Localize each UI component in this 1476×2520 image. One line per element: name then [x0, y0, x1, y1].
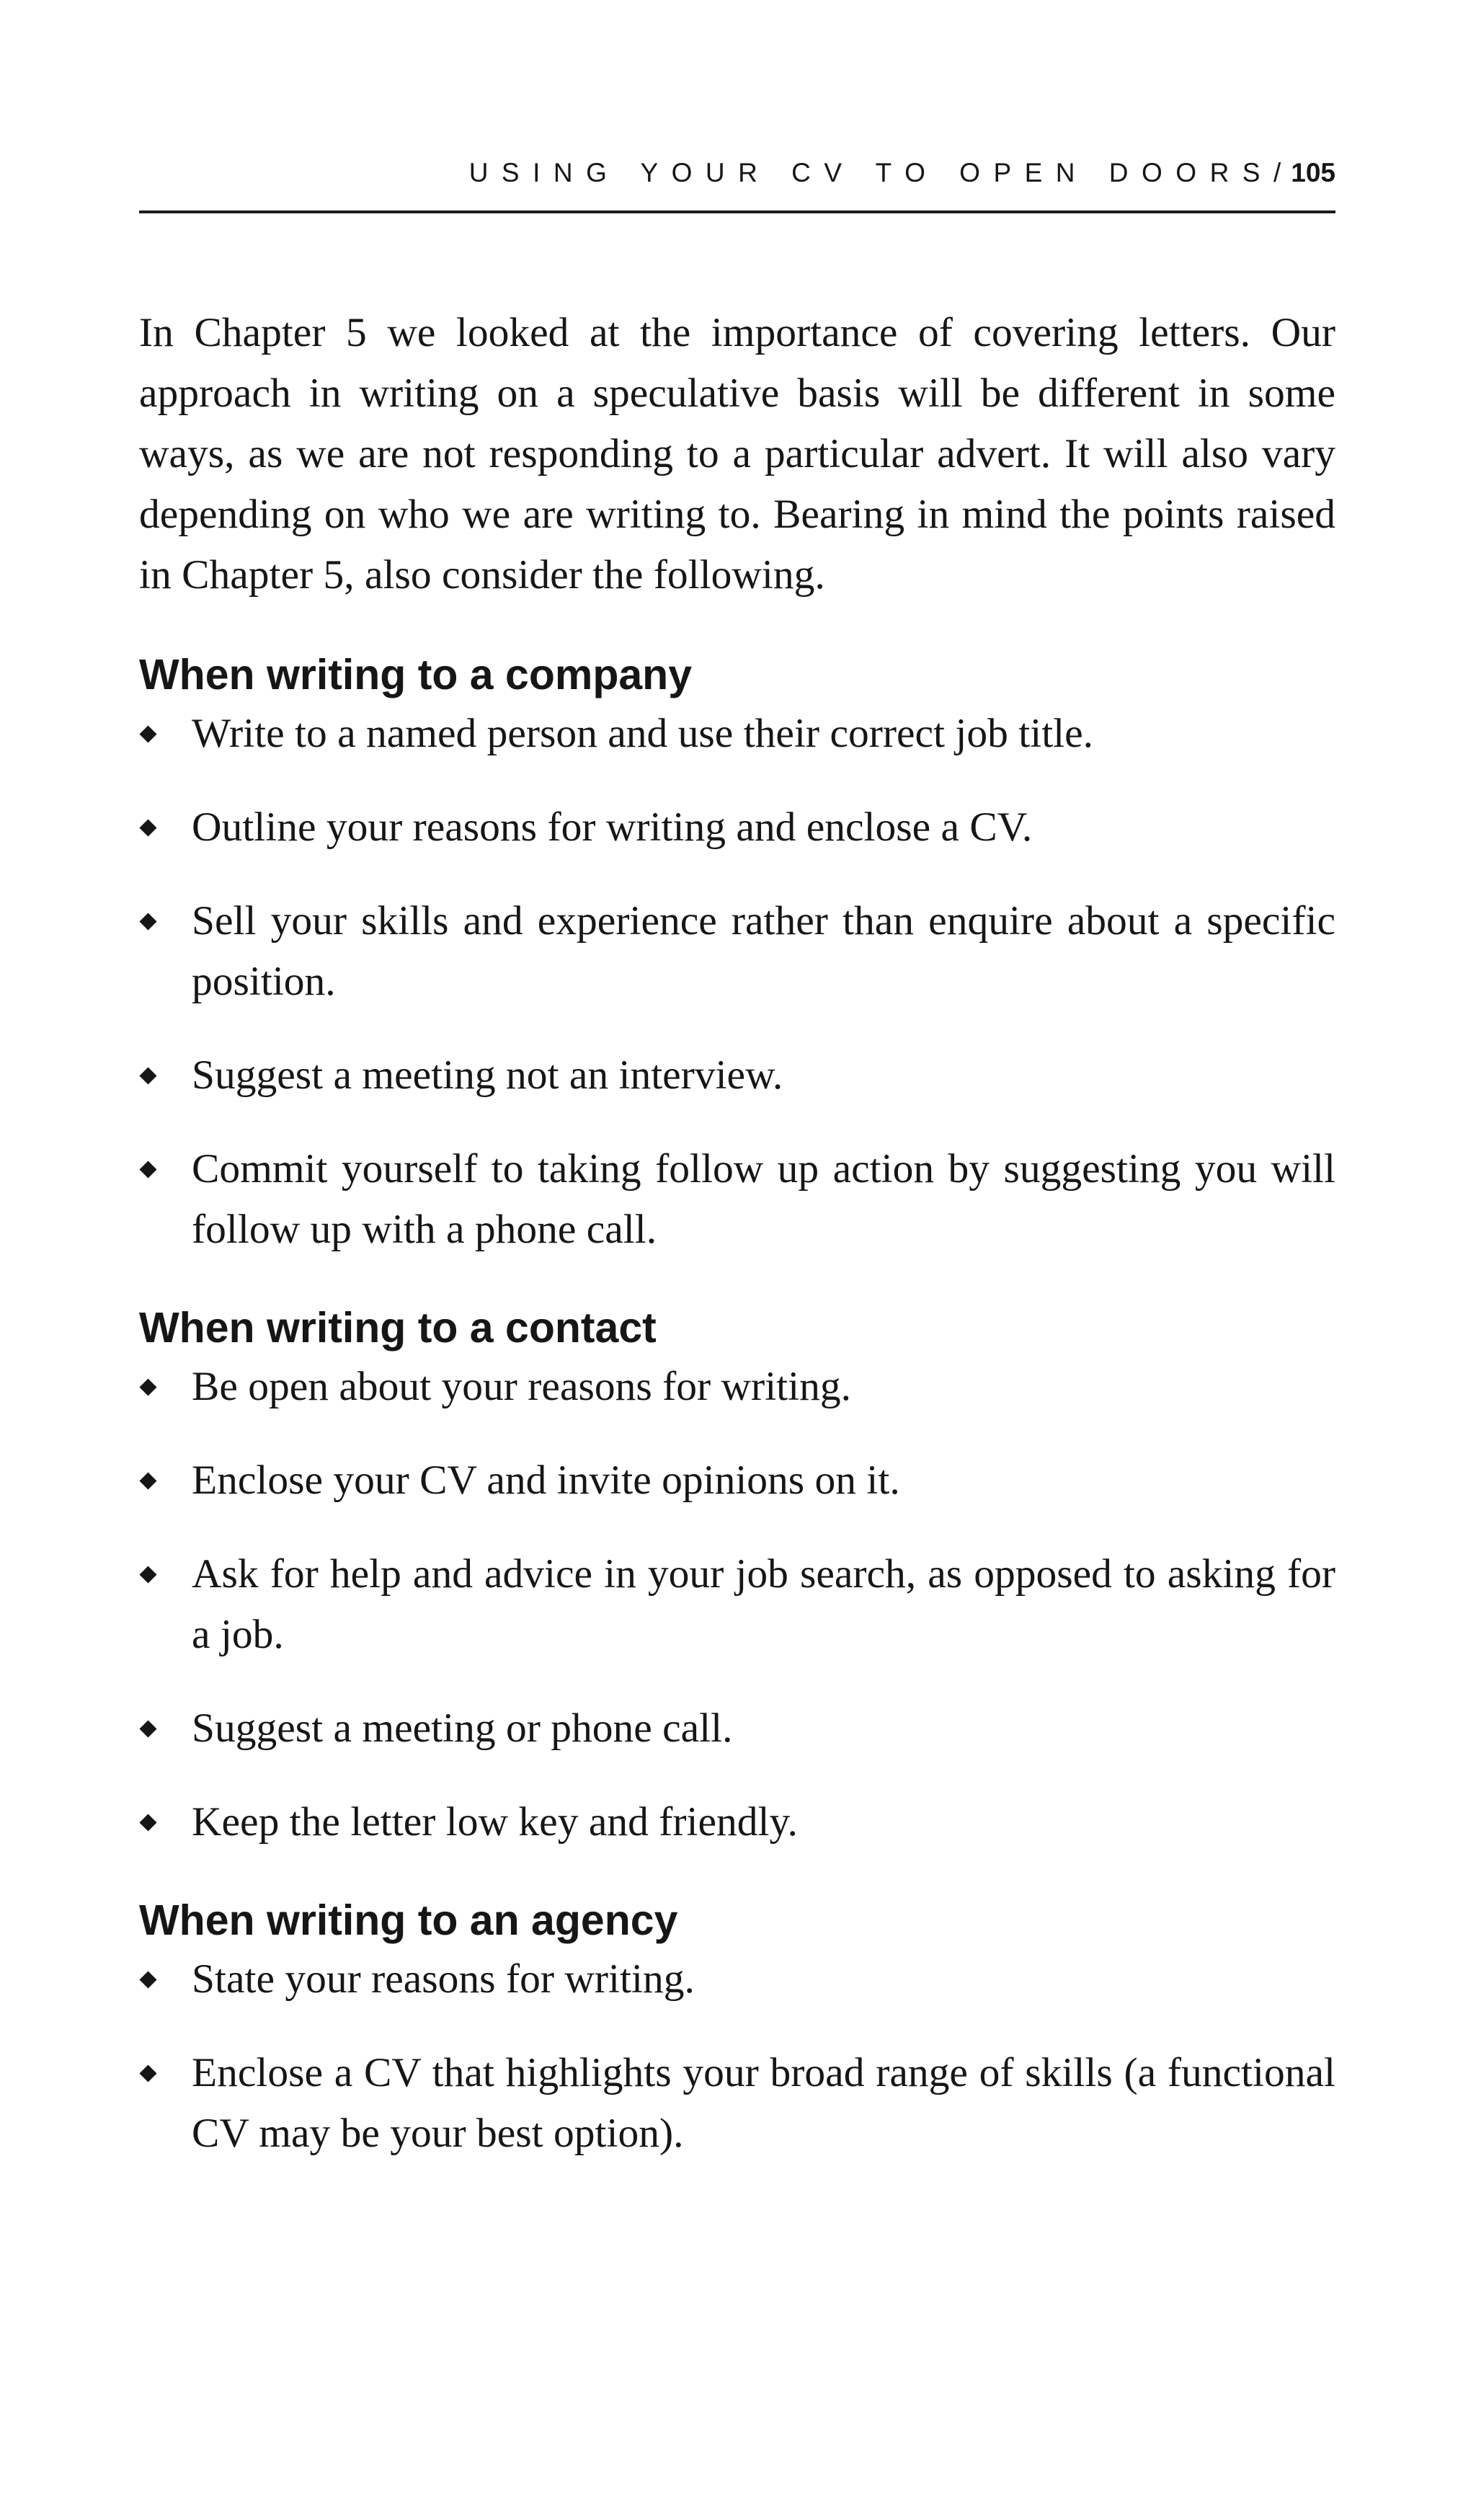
page-body — [139, 303, 1335, 2164]
running-header-text — [469, 156, 1335, 190]
intro-paragraph: In Chapter 5 we looked at the importance of covering letters. Our approach in writing on a speculative basis will be different in some ways, as we are not responding to a particular advert. It will also vary depending on who we are writing to. Bearing in mind the points raised in Chapter 5, also consider the following. — [139, 310, 1335, 598]
diamond-bullet-icon — [139, 1971, 156, 1988]
diamond-bullet-icon — [139, 1566, 156, 1583]
list-item-text: Enclose a CV that highlights your broad range of skills (a functional CV may be your best option). — [192, 2050, 1335, 2156]
diamond-bullet-icon — [139, 1378, 156, 1396]
section-heading-company: When writing to a company — [139, 651, 693, 698]
list-item-text: Suggest a meeting not an interview. — [192, 1052, 783, 1098]
diamond-bullet-icon — [139, 819, 156, 836]
running-title: USING YOUR CV TO OPEN DOORS — [468, 158, 1273, 187]
list-item-text: Keep the letter low key and friendly. — [192, 1799, 798, 1845]
header-separator: / — [1273, 158, 1281, 187]
list-item-text: Sell your skills and experience rather than enquire about a specific position. — [192, 898, 1335, 1004]
company-bullet-list — [139, 704, 1335, 1260]
page-number: 105 — [1291, 158, 1335, 187]
list-item — [139, 1045, 1335, 1106]
section-heading-contact: When writing to a contact — [139, 1304, 657, 1352]
list-item — [139, 1139, 1335, 1260]
list-item-text: Write to a named person and use their correct job title. — [192, 711, 1094, 756]
agency-bullet-list — [139, 1949, 1335, 2164]
diamond-bullet-icon — [139, 1720, 156, 1737]
list-item — [139, 1450, 1335, 1511]
list-item — [139, 1698, 1335, 1759]
list-item — [139, 1949, 1335, 2010]
diamond-bullet-icon — [139, 913, 156, 930]
running-header — [139, 153, 1335, 213]
list-item-text: Suggest a meeting or phone call. — [192, 1705, 733, 1751]
list-item-text: State your reasons for writing. — [192, 1956, 695, 2002]
list-item — [139, 1357, 1335, 1417]
list-item — [139, 1544, 1335, 1665]
list-item-text: Outline your reasons for writing and enclose a CV. — [192, 804, 1033, 850]
diamond-bullet-icon — [139, 1472, 156, 1489]
list-item — [139, 1792, 1335, 1853]
diamond-bullet-icon — [139, 1161, 156, 1178]
diamond-bullet-icon — [139, 1814, 156, 1831]
list-item — [139, 2043, 1335, 2164]
list-item-text: Commit yourself to taking follow up action by suggesting you will follow up with a phone call. — [192, 1146, 1335, 1252]
list-item — [139, 891, 1335, 1012]
diamond-bullet-icon — [139, 2064, 156, 2082]
list-item — [139, 704, 1335, 764]
list-item — [139, 797, 1335, 858]
list-item-text: Ask for help and advice in your job search, as opposed to asking for a job. — [192, 1551, 1335, 1657]
diamond-bullet-icon — [139, 1067, 156, 1084]
section-heading-agency: When writing to an agency — [139, 1896, 678, 1944]
list-item-text: Enclose your CV and invite opinions on it. — [192, 1458, 900, 1503]
list-item-text: Be open about your reasons for writing. — [192, 1364, 852, 1409]
diamond-bullet-icon — [139, 725, 156, 742]
contact-bullet-list — [139, 1357, 1335, 1853]
